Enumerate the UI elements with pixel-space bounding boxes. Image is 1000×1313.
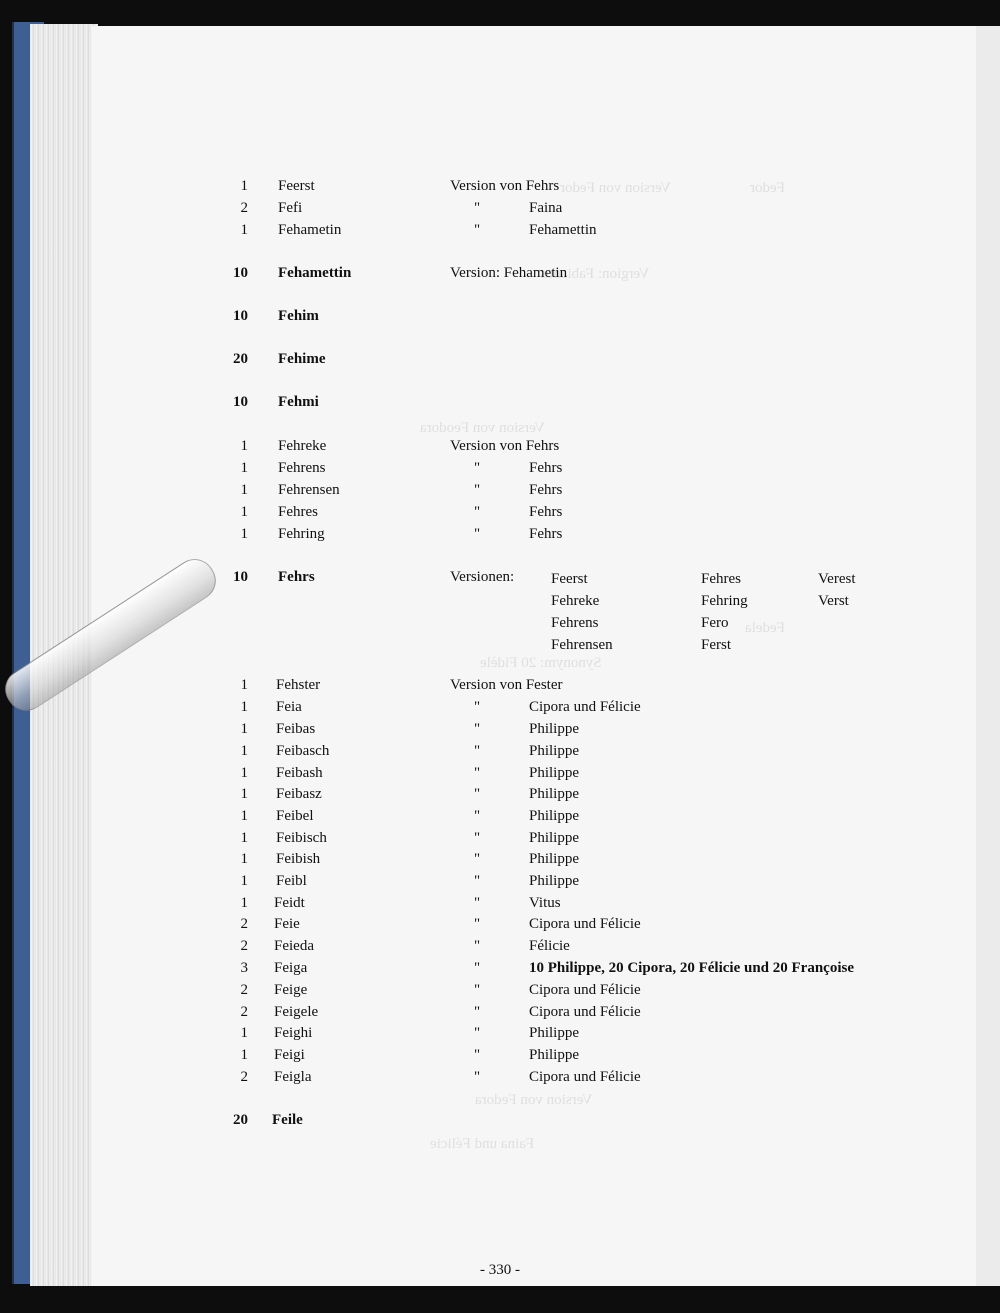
entry-count: 1 <box>240 1047 248 1063</box>
entry-count: 10 <box>233 265 248 281</box>
entry-reference: Cipora und Félicie <box>529 982 641 998</box>
list-item <box>0 1109 1000 1131</box>
ditto-mark: " <box>474 873 481 889</box>
entry-reference: Philippe <box>529 1025 580 1041</box>
entry-reference: Cipora und Félicie <box>529 1004 641 1020</box>
entry-reference: Version von Fester <box>450 677 563 693</box>
list-item <box>0 348 1000 370</box>
ghost-text: Fedor <box>750 180 785 196</box>
entry-name: Fehrens <box>278 460 326 476</box>
list-item <box>0 674 1000 696</box>
entry-count: 1 <box>240 178 248 194</box>
entry-count: 1 <box>240 786 248 802</box>
entry-reference: Fehrs <box>529 526 563 542</box>
ghost-text: Vergion: Fabianus <box>540 266 650 282</box>
entry-name: Fehim <box>278 308 319 324</box>
entry-name: Fehrensen <box>278 482 340 498</box>
entry-count: 2 <box>240 200 248 216</box>
entry-name: Feibasz <box>276 786 322 802</box>
entry-name: Feidt <box>274 895 305 911</box>
entry-count: 3 <box>240 960 248 976</box>
list-item <box>0 696 1000 718</box>
list-item <box>0 805 1000 827</box>
entry-reference: Vitus <box>529 895 561 911</box>
list-item <box>0 501 1000 523</box>
entry-count: 1 <box>240 526 248 542</box>
version-name: Feerst <box>551 571 588 587</box>
entry-reference: Version von Fehrs <box>450 178 560 194</box>
ditto-mark: " <box>474 830 481 846</box>
entry-name: Feigla <box>274 1069 312 1085</box>
entry-count: 20 <box>233 351 248 367</box>
ditto-mark: " <box>474 916 481 932</box>
ditto-mark: " <box>474 982 481 998</box>
entry-name: Feibisch <box>276 830 327 846</box>
list-item <box>0 1001 1000 1023</box>
ditto-mark: " <box>474 1047 481 1063</box>
ghost-text: Faina und Félicie <box>430 1136 535 1152</box>
ditto-mark: " <box>474 1025 481 1041</box>
list-item <box>0 479 1000 501</box>
list-item <box>0 1044 1000 1066</box>
ditto-mark: " <box>474 504 481 520</box>
entry-count: 1 <box>240 808 248 824</box>
entry-name: Feige <box>274 982 308 998</box>
entry-name: Feibl <box>276 873 307 889</box>
page-number: - 330 - <box>480 1262 520 1278</box>
entry-count: 1 <box>240 699 248 715</box>
entry-reference: Version von Fehrs <box>450 438 560 454</box>
ghost-text: Version von Fedora <box>475 1092 593 1108</box>
entry-reference: Philippe <box>529 1047 580 1063</box>
entry-count: 2 <box>240 1004 248 1020</box>
ditto-mark: " <box>474 808 481 824</box>
list-item <box>0 870 1000 892</box>
entry-name: Fehring <box>278 526 325 542</box>
entry-reference: Version: Fehametin <box>450 265 568 281</box>
entry-name: Fehreke <box>278 438 327 454</box>
entry-name: Fehmi <box>278 394 319 410</box>
entry-name: Feibas <box>276 721 316 737</box>
entry-reference: Philippe <box>529 873 580 889</box>
entry-name: Feile <box>272 1112 303 1128</box>
entry-reference: Fehrs <box>529 504 563 520</box>
entry-reference: Faina <box>529 200 563 216</box>
entry-name: Feibel <box>276 808 314 824</box>
list-item <box>0 219 1000 241</box>
entry-reference: Cipora und Félicie <box>529 916 641 932</box>
entry-name: Fehster <box>276 677 321 693</box>
entry-reference: Philippe <box>529 786 580 802</box>
version-name: Verst <box>818 593 849 609</box>
ditto-mark: " <box>474 721 481 737</box>
entry-name: Fehrs <box>278 569 315 585</box>
entry-reference: Versionen: <box>450 569 515 585</box>
list-item <box>0 197 1000 219</box>
entry-reference: Philippe <box>529 851 580 867</box>
entry-name: Feighi <box>274 1025 313 1041</box>
version-name: Verest <box>818 571 856 587</box>
entry-name: Feia <box>276 699 302 715</box>
list-item <box>0 892 1000 914</box>
entry-count: 1 <box>240 851 248 867</box>
version-name: Fero <box>701 615 729 631</box>
list-item <box>0 783 1000 805</box>
version-name: Fehrens <box>551 615 599 631</box>
ditto-mark: " <box>474 1004 481 1020</box>
entry-reference: Philippe <box>529 765 580 781</box>
list-item <box>0 1022 1000 1044</box>
entry-count: 2 <box>240 916 248 932</box>
entry-count: 1 <box>240 504 248 520</box>
entry-count: 10 <box>233 308 248 324</box>
entry-name: Feiga <box>274 960 308 976</box>
entry-name: Feibash <box>276 765 323 781</box>
list-item <box>0 175 1000 197</box>
ditto-mark: " <box>474 743 481 759</box>
entry-count: 2 <box>240 938 248 954</box>
list-item <box>0 262 1000 284</box>
ghost-text: Synonym: 20 Fidèle <box>480 655 602 671</box>
entry-reference: Félicie <box>529 938 570 954</box>
entry-reference: Philippe <box>529 743 580 759</box>
list-item <box>0 957 1000 979</box>
entry-name: Feigele <box>274 1004 319 1020</box>
entry-count: 1 <box>240 765 248 781</box>
ditto-mark: " <box>474 482 481 498</box>
version-name: Ferst <box>701 637 731 653</box>
ghost-text: Version von Fedor <box>560 180 671 196</box>
entry-reference: 10 Philippe, 20 Cipora, 20 Félicie und 20 Françoise <box>529 960 854 976</box>
entry-count: 20 <box>233 1112 248 1128</box>
entry-reference: Philippe <box>529 808 580 824</box>
entry-name: Feieda <box>274 938 314 954</box>
entry-name: Feibish <box>276 851 321 867</box>
entry-name: Feie <box>274 916 300 932</box>
entry-count: 10 <box>233 569 248 585</box>
entry-count: 10 <box>233 394 248 410</box>
ditto-mark: " <box>474 200 481 216</box>
ditto-mark: " <box>474 765 481 781</box>
list-item <box>0 827 1000 849</box>
list-item <box>0 1066 1000 1088</box>
entry-count: 1 <box>240 222 248 238</box>
list-item <box>0 305 1000 327</box>
ditto-mark: " <box>474 938 481 954</box>
entry-count: 2 <box>240 982 248 998</box>
entry-count: 1 <box>240 482 248 498</box>
ditto-mark: " <box>474 526 481 542</box>
ditto-mark: " <box>474 460 481 476</box>
entry-reference: Fehrs <box>529 460 563 476</box>
list-item <box>0 740 1000 762</box>
version-name: Fehres <box>701 571 741 587</box>
entry-count: 1 <box>240 895 248 911</box>
entry-name: Feigi <box>274 1047 305 1063</box>
entry-count: 1 <box>240 438 248 454</box>
list-item <box>0 718 1000 740</box>
list-item <box>0 979 1000 1001</box>
ditto-mark: " <box>474 786 481 802</box>
entry-reference: Cipora und Félicie <box>529 699 641 715</box>
entry-name: Fehime <box>278 351 326 367</box>
entry-count: 1 <box>240 743 248 759</box>
ditto-mark: " <box>474 699 481 715</box>
list-item <box>0 913 1000 935</box>
entry-count: 1 <box>240 677 248 693</box>
entry-reference: Cipora und Félicie <box>529 1069 641 1085</box>
list-item <box>0 523 1000 545</box>
ghost-text: Fedela <box>745 620 785 636</box>
entry-count: 1 <box>240 1025 248 1041</box>
version-name: Fehreke <box>551 593 600 609</box>
ghost-text: Version von Feodora <box>420 420 545 436</box>
entry-count: 1 <box>240 873 248 889</box>
version-name: Fehring <box>701 593 748 609</box>
entry-count: 2 <box>240 1069 248 1085</box>
list-item <box>0 935 1000 957</box>
entry-count: 1 <box>240 721 248 737</box>
ditto-mark: " <box>474 222 481 238</box>
entry-reference: Philippe <box>529 721 580 737</box>
entry-name: Fehres <box>278 504 318 520</box>
list-item <box>0 457 1000 479</box>
entry-reference: Fehamettin <box>529 222 597 238</box>
entry-name: Fehamettin <box>278 265 352 281</box>
ditto-mark: " <box>474 960 481 976</box>
list-item <box>0 435 1000 457</box>
entry-reference: Philippe <box>529 830 580 846</box>
entry-reference: Fehrs <box>529 482 563 498</box>
entry-count: 1 <box>240 830 248 846</box>
list-item <box>0 762 1000 784</box>
list-item <box>0 848 1000 870</box>
entry-name: Feibasch <box>276 743 330 759</box>
entry-count: 1 <box>240 460 248 476</box>
ditto-mark: " <box>474 851 481 867</box>
ditto-mark: " <box>474 1069 481 1085</box>
entry-name: Fehametin <box>278 222 342 238</box>
ditto-mark: " <box>474 895 481 911</box>
list-item <box>0 391 1000 413</box>
version-name: Fehrensen <box>551 637 613 653</box>
entry-name: Fefi <box>278 200 303 216</box>
entry-name: Feerst <box>278 178 315 194</box>
